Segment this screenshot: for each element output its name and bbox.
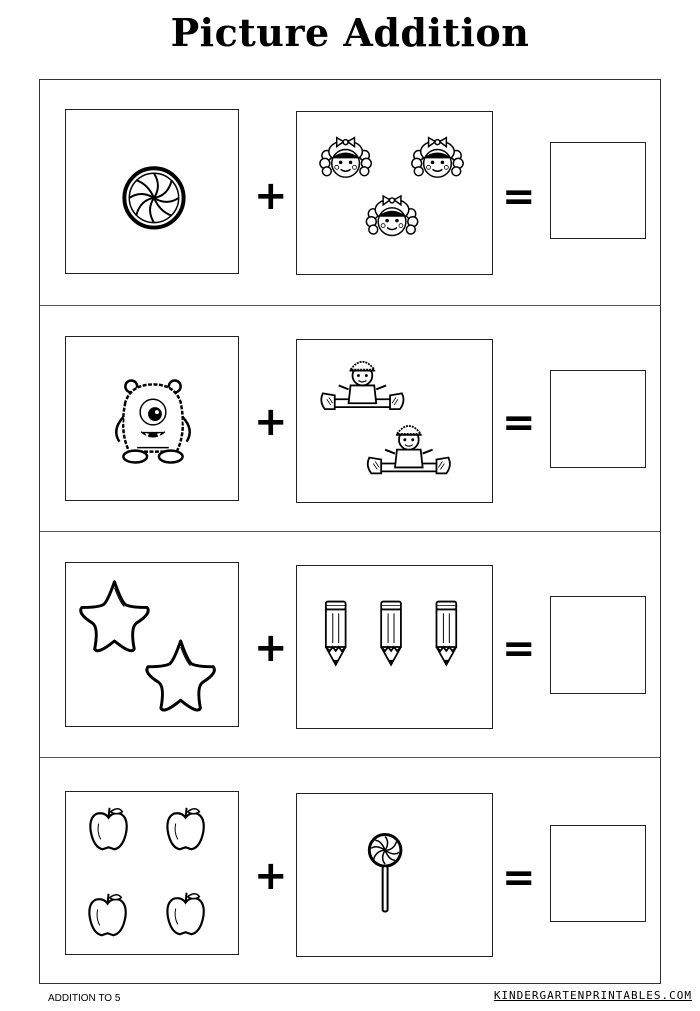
problem-row-4 [40,758,660,983]
star-icon [66,563,238,726]
right-picture-box [296,565,493,729]
right-picture-box [296,793,493,957]
problem-row-1 [40,80,660,306]
monster-icon [66,337,238,500]
footer-website-link[interactable]: KINDERGARTENPRINTABLES.COM [493,989,692,1002]
footer-subtitle: ADDITION TO 5 [48,993,121,1004]
pencil-icon [297,566,492,728]
plus-sign: + [254,625,288,671]
equals-sign: = [502,855,536,901]
plus-sign: + [254,173,288,219]
right-picture-box [296,339,493,503]
apple-icon [66,792,238,954]
equals-sign: = [502,626,536,672]
worksheet [39,79,661,984]
problem-row-2 [40,306,660,532]
answer-box[interactable] [550,596,646,694]
left-picture-box [65,336,239,501]
equals-sign: = [502,174,536,220]
lollipop-icon [297,794,492,956]
left-picture-box [65,791,239,955]
equals-sign: = [502,400,536,446]
page-title: Picture Addition [170,10,530,55]
left-picture-box [65,562,239,727]
answer-box[interactable] [550,825,646,922]
elf-icon [297,340,492,502]
plus-sign: + [254,399,288,445]
answer-box[interactable] [550,370,646,468]
plus-sign: + [254,853,288,899]
girl-face-icon [297,112,492,274]
problem-row-3 [40,532,660,758]
answer-box[interactable] [550,142,646,239]
right-picture-box [296,111,493,275]
left-picture-box [65,109,239,274]
peppermint-candy-icon [66,110,238,273]
